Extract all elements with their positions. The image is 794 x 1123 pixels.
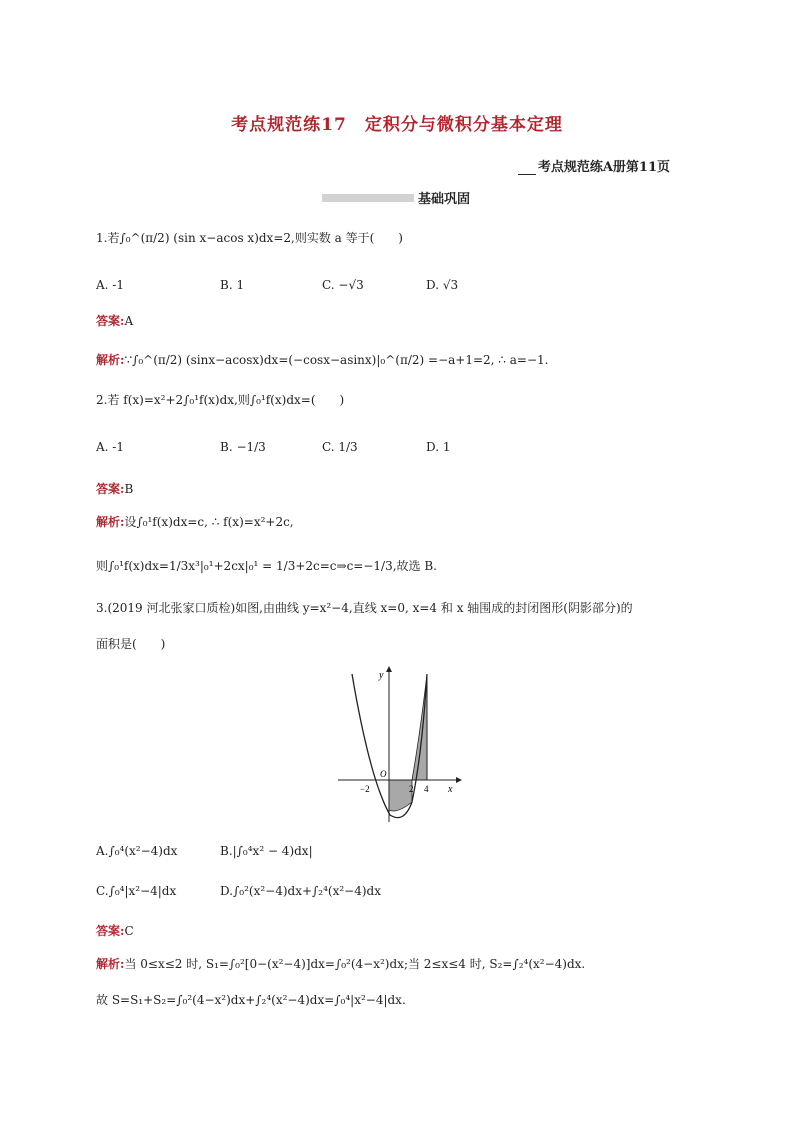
q2-option-a: A. -1 <box>96 440 124 454</box>
parabola-graph <box>332 664 462 824</box>
q1-option-d: D. √3 <box>426 278 459 292</box>
y-axis-label: y <box>379 670 384 681</box>
q3-explanation-1: 解析:当 0≤x≤2 时, S₁=∫₀²[0−(x²−4)]dx=∫₀²(4−x²)dx;当 2≤x≤4 时, S₂=∫₂⁴(x²−4)dx. <box>96 957 586 971</box>
q1-stem: 1.若∫₀^(π/2) (sin x−acos x)dx=2,则实数 a 等于( ) <box>96 231 403 245</box>
q2-explanation-1: 解析:设∫₀¹f(x)dx=c, ∴ f(x)=x²+2c, <box>96 515 294 529</box>
tick-label-4: 4 <box>424 784 429 794</box>
page-title: 考点规范练17 定积分与微积分基本定理 <box>231 115 563 135</box>
q1-answer: 答案:A <box>96 314 134 328</box>
x-axis-arrow <box>456 777 462 783</box>
q1-option-a: A. -1 <box>96 278 124 292</box>
tick-label-neg2: −2 <box>360 784 370 794</box>
x-axis-label: x <box>448 784 453 795</box>
book-reference <box>518 156 670 175</box>
shaded-region-above-axis <box>412 674 427 780</box>
section-heading: 基础巩固 <box>418 192 471 207</box>
y-axis-arrow <box>386 666 392 672</box>
q3-option-b: B.|∫₀⁴x² − 4)dx| <box>220 844 313 858</box>
q2-option-c: C. 1/3 <box>322 440 358 454</box>
section-bar <box>322 194 414 202</box>
q1-explanation: 解析:∵∫₀^(π/2) (sinx−acosx)dx=(−cosx−asinx)|₀^(π/2) =−a+1=2, ∴ a=−1. <box>96 353 549 367</box>
tick-label-2: 2 <box>409 784 414 794</box>
q1-option-c: C. −√3 <box>322 278 364 292</box>
q3-explanation-2: 故 S=S₁+S₂=∫₀²(4−x²)dx+∫₂⁴(x²−4)dx=∫₀⁴|x²−4|dx. <box>96 993 406 1007</box>
q3-stem-1: 3.(2019 河北张家口质检)如图,由曲线 y=x²−4,直线 x=0, x=4 和 x 轴围成的封闭图形(阴影部分)的 <box>96 601 633 615</box>
q1-option-b: B. 1 <box>220 278 245 292</box>
q2-explanation-2: 则∫₀¹f(x)dx=1/3x³|₀¹+2cx|₀¹ = 1/3+2c=c⇒c=−1/3,故选 B. <box>96 559 437 573</box>
book-reference-text: 考点规范练A册第11页 <box>537 160 670 175</box>
q2-option-d: D. 1 <box>426 440 451 454</box>
q3-option-a: A.∫₀⁴(x²−4)dx <box>96 844 178 858</box>
q3-answer: 答案:C <box>96 924 134 938</box>
origin-label: O <box>380 769 387 779</box>
q2-stem: 2.若 f(x)=x²+2∫₀¹f(x)dx,则∫₀¹f(x)dx=( ) <box>96 393 345 407</box>
q2-option-b: B. −1/3 <box>220 440 266 454</box>
q3-option-d: D.∫₀²(x²−4)dx+∫₂⁴(x²−4)dx <box>220 884 381 898</box>
q3-option-c: C.∫₀⁴|x²−4|dx <box>96 884 177 898</box>
q2-answer: 答案:B <box>96 482 134 496</box>
q3-stem-2: 面积是( ) <box>96 637 166 651</box>
